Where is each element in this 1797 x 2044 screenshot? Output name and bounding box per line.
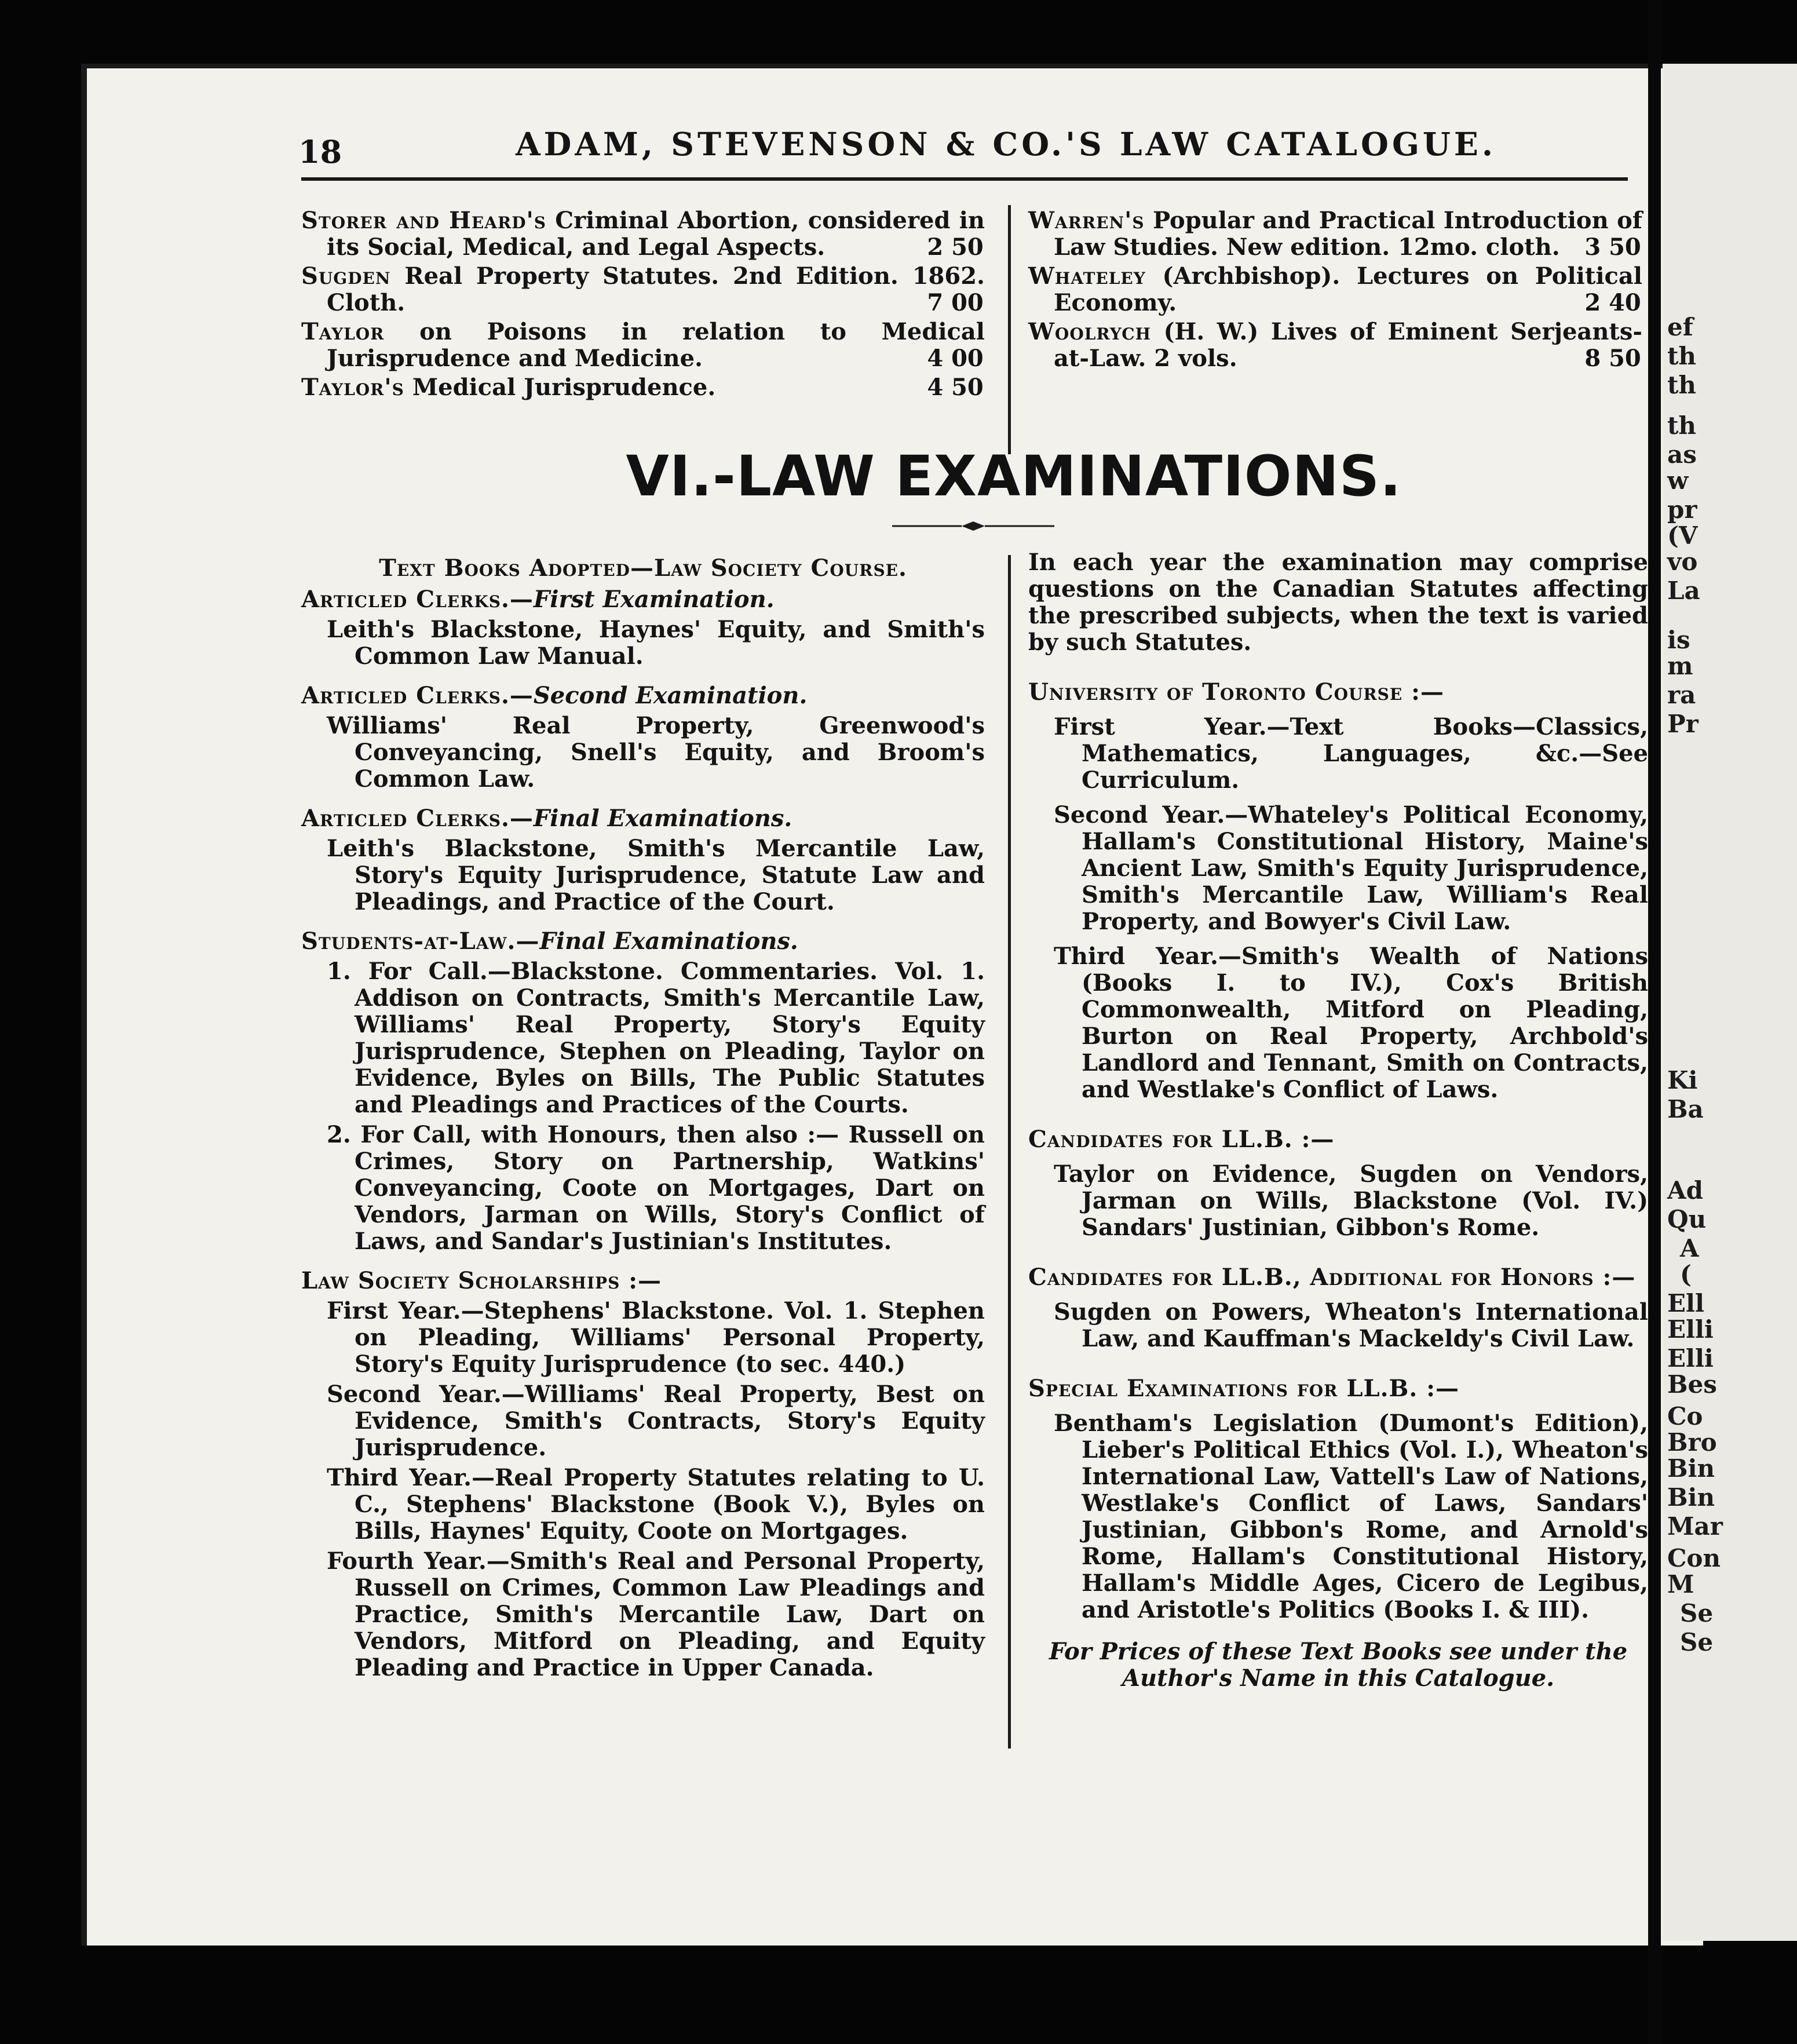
next-page-fragment: Co	[1667, 1402, 1703, 1430]
main-heading: Text Books Adopted—Law Society Course.	[379, 554, 907, 582]
next-page-fragment: Pr	[1667, 710, 1699, 738]
next-page-fragment: La	[1667, 576, 1700, 605]
next-page-fragment: (	[1680, 1260, 1692, 1289]
entry-author: Whateley	[1028, 262, 1146, 290]
exam-text: First Year.—Stephens' Blackstone. Vol. 1. Stephen on Pleading, Williams' Personal Property, Story's Equity Jurisprudence (to sec. 440.)	[327, 1297, 985, 1378]
entry-author: Storer and Heard's	[301, 207, 546, 234]
next-page-fragment: Con	[1667, 1544, 1721, 1572]
group-heading-subtitle: Final Examinations.	[533, 805, 792, 832]
catalogue-entry	[301, 207, 985, 261]
group-heading-subtitle: Final Examinations.	[539, 928, 798, 955]
entry-price: 7 00	[927, 289, 984, 316]
next-page-fragment: A	[1680, 1234, 1699, 1262]
page-number: 18	[298, 133, 342, 170]
catalogue-left-column	[301, 207, 985, 403]
exam-text: 2. For Call, with Honours, then also :— Russell on Crimes, Story on Partnership, Watkins' Conveyancing, Coote on Mortgages, Dart on Vendors, Jarman on Wills, Story's Conflict of Laws, and Sandar's Justinian's Institutes.	[327, 1121, 985, 1255]
catalogue-entry	[1028, 263, 1642, 316]
next-page-fragment: Bin	[1667, 1454, 1715, 1483]
catalogue-page	[81, 64, 1703, 1946]
catalogue-divider	[1008, 205, 1011, 454]
next-page-fragment: Se	[1680, 1599, 1714, 1627]
next-page-fragment: Qu	[1667, 1205, 1707, 1233]
entry-price: 8 50	[1584, 345, 1641, 372]
group-heading-label: Articled Clerks.—	[301, 805, 534, 832]
next-page-fragment: th	[1667, 342, 1696, 370]
header-rule	[301, 177, 1628, 181]
examinations-divider	[1008, 555, 1011, 1749]
entry-description: (H. W.) Lives of Eminent Serjeants-at-Law. 2 vols.	[1054, 318, 1642, 372]
group-heading-subtitle: First Examination.	[533, 586, 775, 613]
next-page-fragment: ra	[1667, 681, 1696, 709]
catalogue-entry	[1028, 319, 1642, 372]
next-page-fragment: M	[1667, 1570, 1694, 1598]
exam-text: First Year.—Text Books—Classics, Mathematics, Languages, &c.—See Curriculum.	[1054, 713, 1648, 794]
group-heading: Candidates for LL.B., Additional for Honors :—	[1028, 1264, 1636, 1291]
entry-price: 4 00	[927, 345, 984, 372]
group-heading-subtitle: Second Examination.	[533, 682, 808, 709]
group-heading: Candidates for LL.B. :—	[1028, 1126, 1335, 1153]
next-page-fragment: Se	[1680, 1628, 1714, 1656]
catalogue-entry	[301, 374, 985, 401]
entry-description: Real Property Statutes. 2nd Edition. 1862. Cloth.	[327, 262, 985, 316]
group-heading	[301, 1268, 985, 1294]
exam-text: Fourth Year.—Smith's Real and Personal Property, Russell on Crimes, Common Law Pleadings and Practice, Smith's Mercantile Law, Dart on Vendors, Mitford on Pleading, and Equity Pleading and Practice in Upper Canada.	[327, 1547, 985, 1681]
next-page-fragment: ef	[1667, 313, 1693, 341]
next-page-fragment: Bro	[1667, 1428, 1717, 1457]
next-page-fragment: Bes	[1667, 1370, 1717, 1399]
catalogue-entry	[301, 319, 985, 372]
next-page-fragment: th	[1667, 411, 1696, 440]
exam-text: Second Year.—Whateley's Political Economy, Hallam's Constitutional History, Maine's Ancient Law, Smith's Equity Jurisprudence, Smith's Mercantile Law, William's Real Property, and Bowyer's Civil Law.	[1054, 801, 1648, 935]
group-heading-label: Articled Clerks.—	[301, 682, 534, 709]
exam-text: Third Year.—Smith's Wealth of Nations (Books I. to IV.), Cox's British Commonwealth, Mitford on Pleading, Burton on Real Property, Archbold's Landlord and Tennant, Smith on Contracts, and Westlake's Conflict of Laws.	[1054, 943, 1648, 1103]
entry-author: Warren's	[1028, 207, 1145, 234]
price-footnote: For Prices of these Text Books see under the Author's Name in this Catalogue.	[1049, 1638, 1628, 1692]
group-heading: University of Toronto Course :—	[1028, 678, 1444, 706]
entry-author: Taylor	[301, 318, 385, 345]
exam-text: Taylor on Evidence, Sugden on Vendors, Jarman on Wills, Blackstone (Vol. IV.) Sandars' Justinian, Gibbon's Rome.	[1054, 1160, 1648, 1241]
next-page-fragment: (V	[1667, 521, 1698, 550]
entry-description: (Archbishop). Lectures on Political Economy.	[1054, 262, 1642, 316]
group-heading	[301, 928, 985, 955]
next-page-fragment: is	[1667, 626, 1690, 654]
entry-price: 2 40	[1584, 289, 1641, 316]
entry-price: 4 50	[927, 374, 984, 401]
entry-description: Popular and Practical Introduction of Law Studies. New edition. 12mo. cloth.	[1054, 207, 1642, 261]
next-page-fragment: Mar	[1667, 1512, 1723, 1541]
entry-author: Sugden	[301, 262, 391, 290]
group-heading-label: Law Society Scholarships :—	[301, 1267, 662, 1294]
entry-author: Taylor's	[301, 374, 404, 401]
section-ornament	[892, 520, 1054, 532]
next-page-fragment: Ell	[1667, 1289, 1704, 1317]
next-page-fragment: w	[1667, 466, 1689, 495]
exam-intro: In each year the examination may comprise questions on the Canadian Statutes affecting the prescribed subjects, when the text is varied by such Statutes.	[1028, 549, 1648, 656]
examinations-left-column	[301, 555, 985, 1685]
page-header-title: ADAM, STEVENSON & CO.'S LAW CATALOGUE.	[516, 125, 1496, 163]
catalogue-right-column	[1028, 207, 1642, 374]
entry-author: Woolrych	[1028, 318, 1152, 345]
page-binding-edge	[1648, 0, 1661, 2044]
catalogue-entry	[1028, 207, 1642, 261]
group-heading	[301, 805, 985, 832]
entry-description: Criminal Abortion, considered in its Social, Medical, and Legal Aspects.	[327, 207, 985, 261]
exam-text: Third Year.—Real Property Statutes relating to U. C., Stephens' Blackstone (Book V.), Byles on Bills, Haynes' Equity, Coote on Mortgages.	[327, 1464, 985, 1545]
next-page-fragment: vo	[1667, 548, 1698, 576]
group-heading-label: Students-at-Law.—	[301, 928, 540, 955]
next-page-fragment: pr	[1667, 495, 1697, 524]
exam-text: Leith's Blackstone, Haynes' Equity, and Smith's Common Law Manual.	[327, 616, 985, 670]
next-page-fragment: Elli	[1667, 1344, 1714, 1373]
next-page-fragment: m	[1667, 652, 1693, 680]
next-page-fragment: Elli	[1667, 1315, 1714, 1344]
exam-text: 1. For Call.—Blackstone. Commentaries. Vol. 1. Addison on Contracts, Smith's Mercantile Law, Williams' Real Property, Story's Equity Jurisprudence, Stephen on Pleading, Taylor on Evidence, Byles on Bills, The Public Statutes and Pleadings and Practices of the Courts.	[327, 958, 985, 1118]
entry-description: Medical Jurisprudence.	[412, 374, 716, 401]
exam-text: Leith's Blackstone, Smith's Mercantile Law, Story's Equity Jurisprudence, Statute Law and Pleadings, and Practice of the Court.	[327, 835, 985, 915]
exam-text: Second Year.—Williams' Real Property, Best on Evidence, Smith's Contracts, Story's Equity Jurisprudence.	[327, 1381, 985, 1461]
next-page-fragment: th	[1667, 371, 1696, 399]
exam-text: Bentham's Legislation (Dumont's Edition), Lieber's Political Ethics (Vol. I.), Wheaton's International Law, Vattell's Law of Nations, Westlake's Conflict of Laws, Sandars' Justinian, Gibbon's Rome, and Arnold's Rome, Hallam's Constitutional History, Hallam's Middle Ages, Cicero de Legibus, and Aristotle's Politics (Books I. & III).	[1054, 1410, 1648, 1623]
exam-text: Sugden on Powers, Wheaton's International Law, and Kauffman's Mackeldy's Civil Law.	[1054, 1298, 1648, 1352]
group-heading	[301, 682, 985, 709]
next-page-fragment: Ad	[1667, 1176, 1703, 1204]
entry-description: on Poisons in relation to Medical Jurisprudence and Medicine.	[327, 318, 985, 372]
group-heading: Special Examinations for LL.B. :—	[1028, 1375, 1459, 1402]
exam-text: Williams' Real Property, Greenwood's Conveyancing, Snell's Equity, and Broom's Common Law.	[327, 712, 985, 793]
entry-price: 2 50	[927, 233, 984, 261]
section-title: VI.-LAW EXAMINATIONS.	[626, 444, 1402, 509]
next-page-fragment: Bin	[1667, 1483, 1715, 1512]
group-heading-label: Articled Clerks.—	[301, 586, 534, 613]
next-page-fragment: as	[1667, 440, 1697, 469]
entry-price: 3 50	[1584, 233, 1641, 261]
catalogue-entry	[301, 263, 985, 316]
next-page-fragment: Ki	[1667, 1066, 1698, 1094]
next-page-fragment: Ba	[1667, 1095, 1704, 1123]
group-heading	[301, 586, 985, 613]
examinations-right-column	[1028, 549, 1648, 1692]
next-page-edge	[1663, 64, 1797, 1941]
